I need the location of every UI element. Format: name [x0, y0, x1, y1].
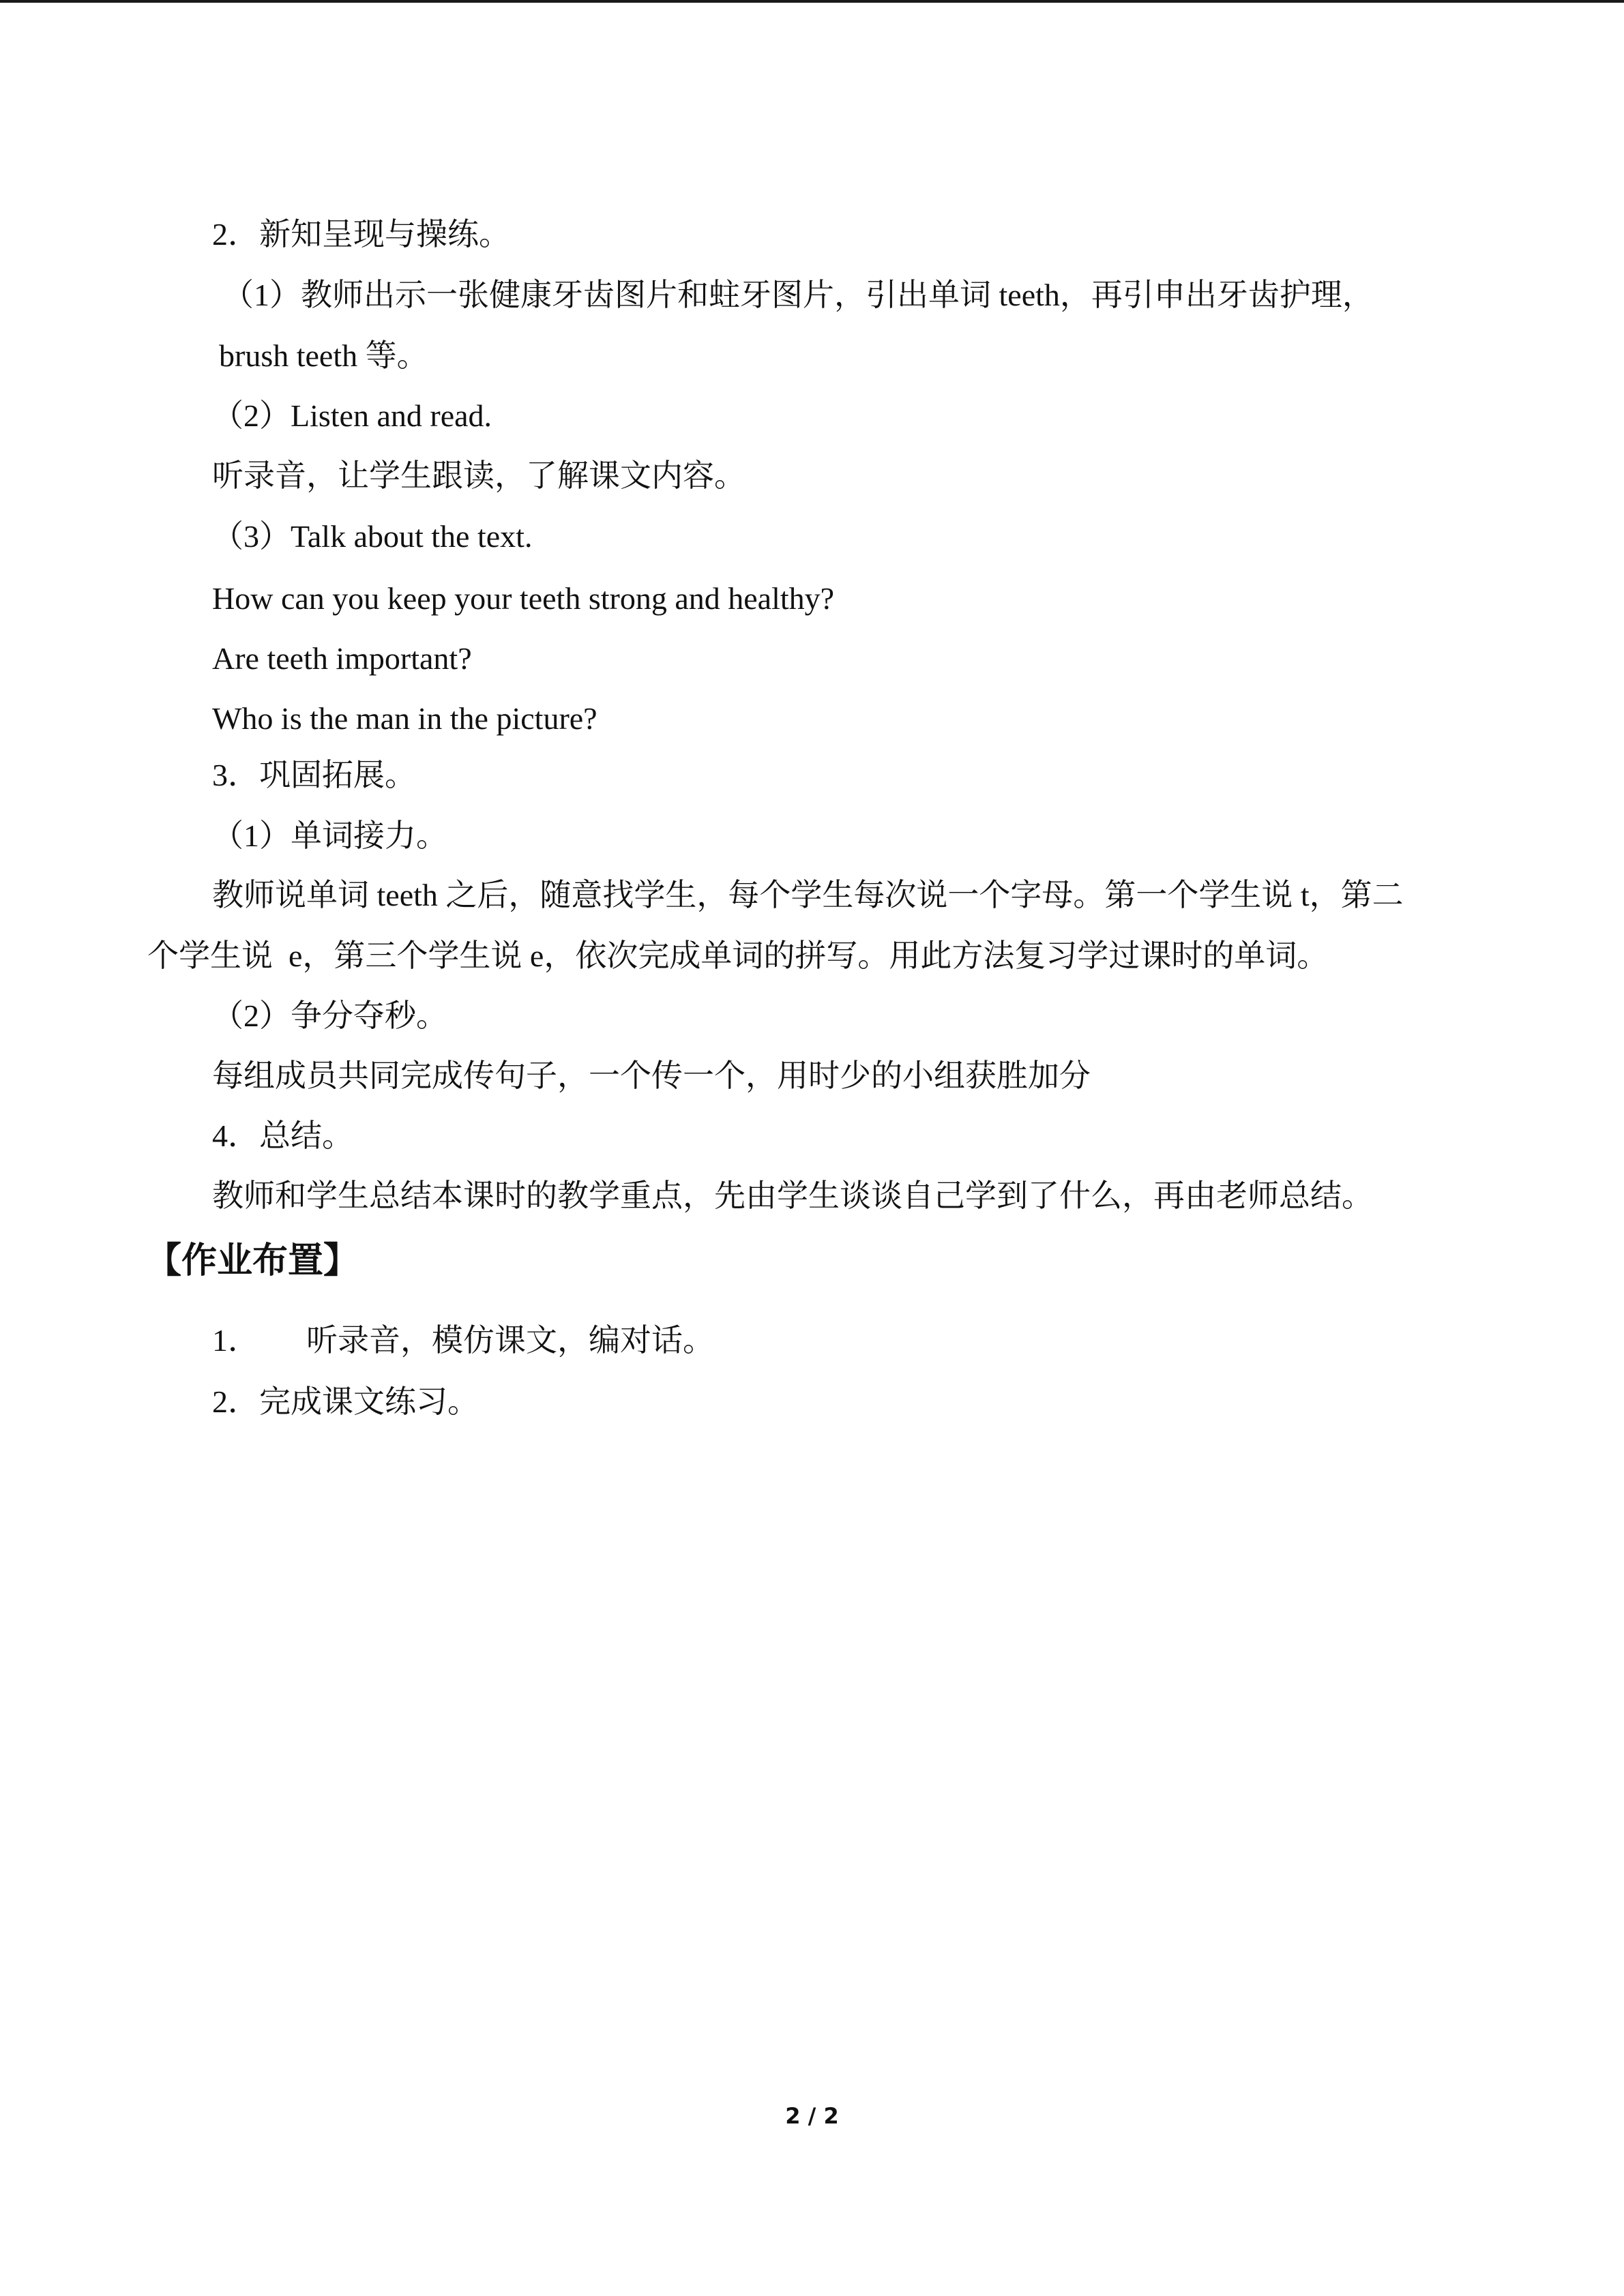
homework-heading: 【作业布置】: [146, 1240, 359, 1281]
paragraph-line: Are teeth important?: [212, 641, 472, 676]
paragraph-line: brush teeth 等。: [219, 338, 428, 373]
paragraph-line: How can you keep your teeth strong and healthy?: [212, 581, 835, 616]
section-heading-consolidation: 3．巩固拓展。: [212, 758, 416, 792]
section-heading-summary: 4．总结。: [212, 1118, 353, 1153]
top-border: [0, 0, 1624, 3]
section-heading-new-knowledge: 2．新知呈现与操练。: [212, 217, 510, 252]
paragraph-line: 教师和学生总结本课时的教学重点，先由学生谈谈自己学到了什么，再由老师总结。: [212, 1178, 1373, 1213]
paragraph-line: 个学生说 e，第三个学生说 e，依次完成单词的拼写。用此方法复习学过课时的单词。: [147, 938, 1329, 973]
paragraph-line: （3）Talk about the text.: [212, 519, 533, 554]
paragraph-line: 教师说单词 teeth 之后，随意找学生，每个学生每次说一个字母。第一个学生说 t，第二: [212, 878, 1404, 912]
paragraph-line: （2）Listen and read.: [212, 398, 492, 433]
page-number: 2 / 2: [785, 2103, 839, 2129]
paragraph-line: Who is the man in the picture?: [212, 701, 597, 736]
paragraph-line: （2）争分夺秒。: [212, 998, 447, 1033]
homework-item: 1． 听录音，模仿课文，编对话。: [212, 1323, 714, 1358]
paragraph-line: 每组成员共同完成传句子，一个传一个，用时少的小组获胜加分: [212, 1058, 1091, 1093]
homework-item: 2．完成课文练习。: [212, 1384, 479, 1419]
paragraph-line: 听录音，让学生跟读，了解课文内容。: [212, 458, 745, 493]
paragraph-line: （1）教师出示一张健康牙齿图片和蛀牙图片，引出单词 teeth，再引申出牙齿护理，: [222, 278, 1374, 312]
paragraph-line: （1）单词接力。: [212, 818, 447, 853]
